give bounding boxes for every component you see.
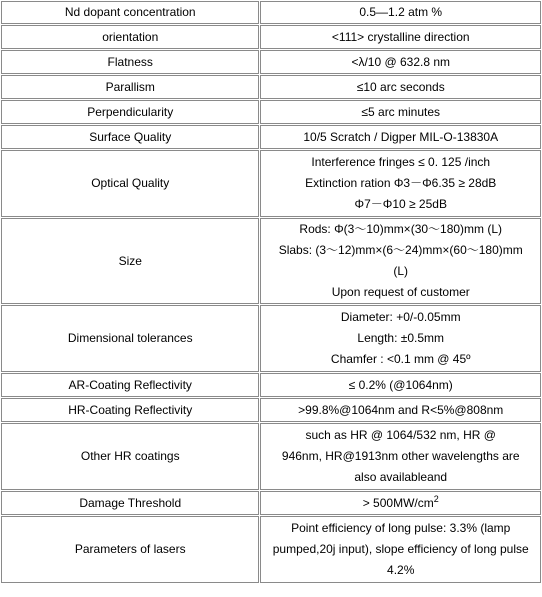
table-row [1, 516, 541, 583]
value-line: 4.2% [387, 563, 415, 577]
value-line: > 500MW/cm [362, 495, 434, 510]
parameter-cell: HR-Coating Reflectivity [1, 398, 259, 422]
value-line: 946nm, HR@1913nm other wavelengths are [281, 449, 520, 463]
value-line: Length: ±0.5mm [357, 331, 445, 345]
parameter-cell: Damage Threshold [1, 491, 259, 515]
value-cell [260, 150, 541, 217]
table-row [1, 1, 541, 24]
value-line: also availableand [354, 470, 448, 484]
parameter-cell: Parameters of lasers [1, 516, 259, 583]
parameter-cell: Optical Quality [1, 150, 259, 217]
table-row [1, 423, 541, 490]
parameter-cell: Other HR coatings [1, 423, 259, 490]
table-row [1, 150, 541, 217]
parameter-cell: orientation [1, 25, 259, 49]
value-cell [260, 1, 541, 24]
value-line: Slabs: (3～12)mm×(6～24)mm×(60～180)mm [278, 243, 523, 257]
parameter-cell: Size [1, 218, 259, 304]
value-line: such as HR @ 1064/532 nm, HR @ [305, 428, 496, 442]
value-line: ≤ 0.2% (@1064nm) [348, 377, 453, 392]
value-line: ≤5 arc minutes [361, 104, 441, 119]
value-line: >99.8%@1064nm and R<5%@808nm [298, 402, 504, 417]
table-row [1, 50, 541, 74]
value-cell [260, 398, 541, 422]
table-row [1, 218, 541, 304]
value-cell [260, 373, 541, 397]
value-line: <111> crystalline direction [331, 29, 470, 44]
table-row [1, 75, 541, 99]
value-line: <λ/10 @ 632.8 nm [351, 54, 451, 69]
parameter-cell: AR-Coating Reflectivity [1, 373, 259, 397]
table-row [1, 373, 541, 397]
table-row [1, 25, 541, 49]
value-line: (L) [393, 264, 409, 278]
value-line: Point efficiency of long pulse: 3.3% (lamp [291, 521, 511, 535]
value-line: pumped,20j input), slope efficiency of long pulse [272, 542, 529, 556]
value-cell [260, 423, 541, 490]
value-line: Rods: Φ(3～10)mm×(30～180)mm (L) [299, 222, 503, 236]
superscript: 2 [433, 493, 439, 504]
value-line: Chamfer : <0.1 mm @ 45º [330, 352, 471, 366]
value-line: Extinction ration Φ3－Φ6.35 ≥ 28dB [305, 176, 497, 190]
value-cell [260, 100, 541, 124]
value-cell [260, 75, 541, 99]
value-line: 10/5 Scratch / Digper MIL-O-13830A [303, 129, 499, 144]
value-line: Diameter: +0/-0.05mm [340, 310, 461, 324]
value-cell [260, 305, 541, 372]
parameter-cell: Nd dopant concentration [1, 1, 259, 24]
value-cell [260, 516, 541, 583]
value-cell [260, 491, 541, 515]
parameter-cell: Surface Quality [1, 125, 259, 149]
value-cell [260, 25, 541, 49]
parameter-cell: Parallism [1, 75, 259, 99]
table-row [1, 305, 541, 372]
value-line: 0.5—1.2 atm % [359, 5, 443, 19]
value-line: Upon request of customer [331, 285, 470, 299]
value-line: ≤10 arc seconds [356, 79, 445, 94]
parameter-cell: Flatness [1, 50, 259, 74]
parameter-cell: Perpendicularity [1, 100, 259, 124]
value-cell [260, 50, 541, 74]
parameter-cell: Dimensional tolerances [1, 305, 259, 372]
table-row [1, 398, 541, 422]
value-cell [260, 218, 541, 304]
value-cell [260, 125, 541, 149]
table-row [1, 491, 541, 515]
table-row [1, 125, 541, 149]
value-line: Interference fringes ≤ 0. 125 /inch [311, 155, 491, 169]
value-line: Φ7－Φ10 ≥ 25dB [354, 197, 447, 211]
table-row [1, 100, 541, 124]
